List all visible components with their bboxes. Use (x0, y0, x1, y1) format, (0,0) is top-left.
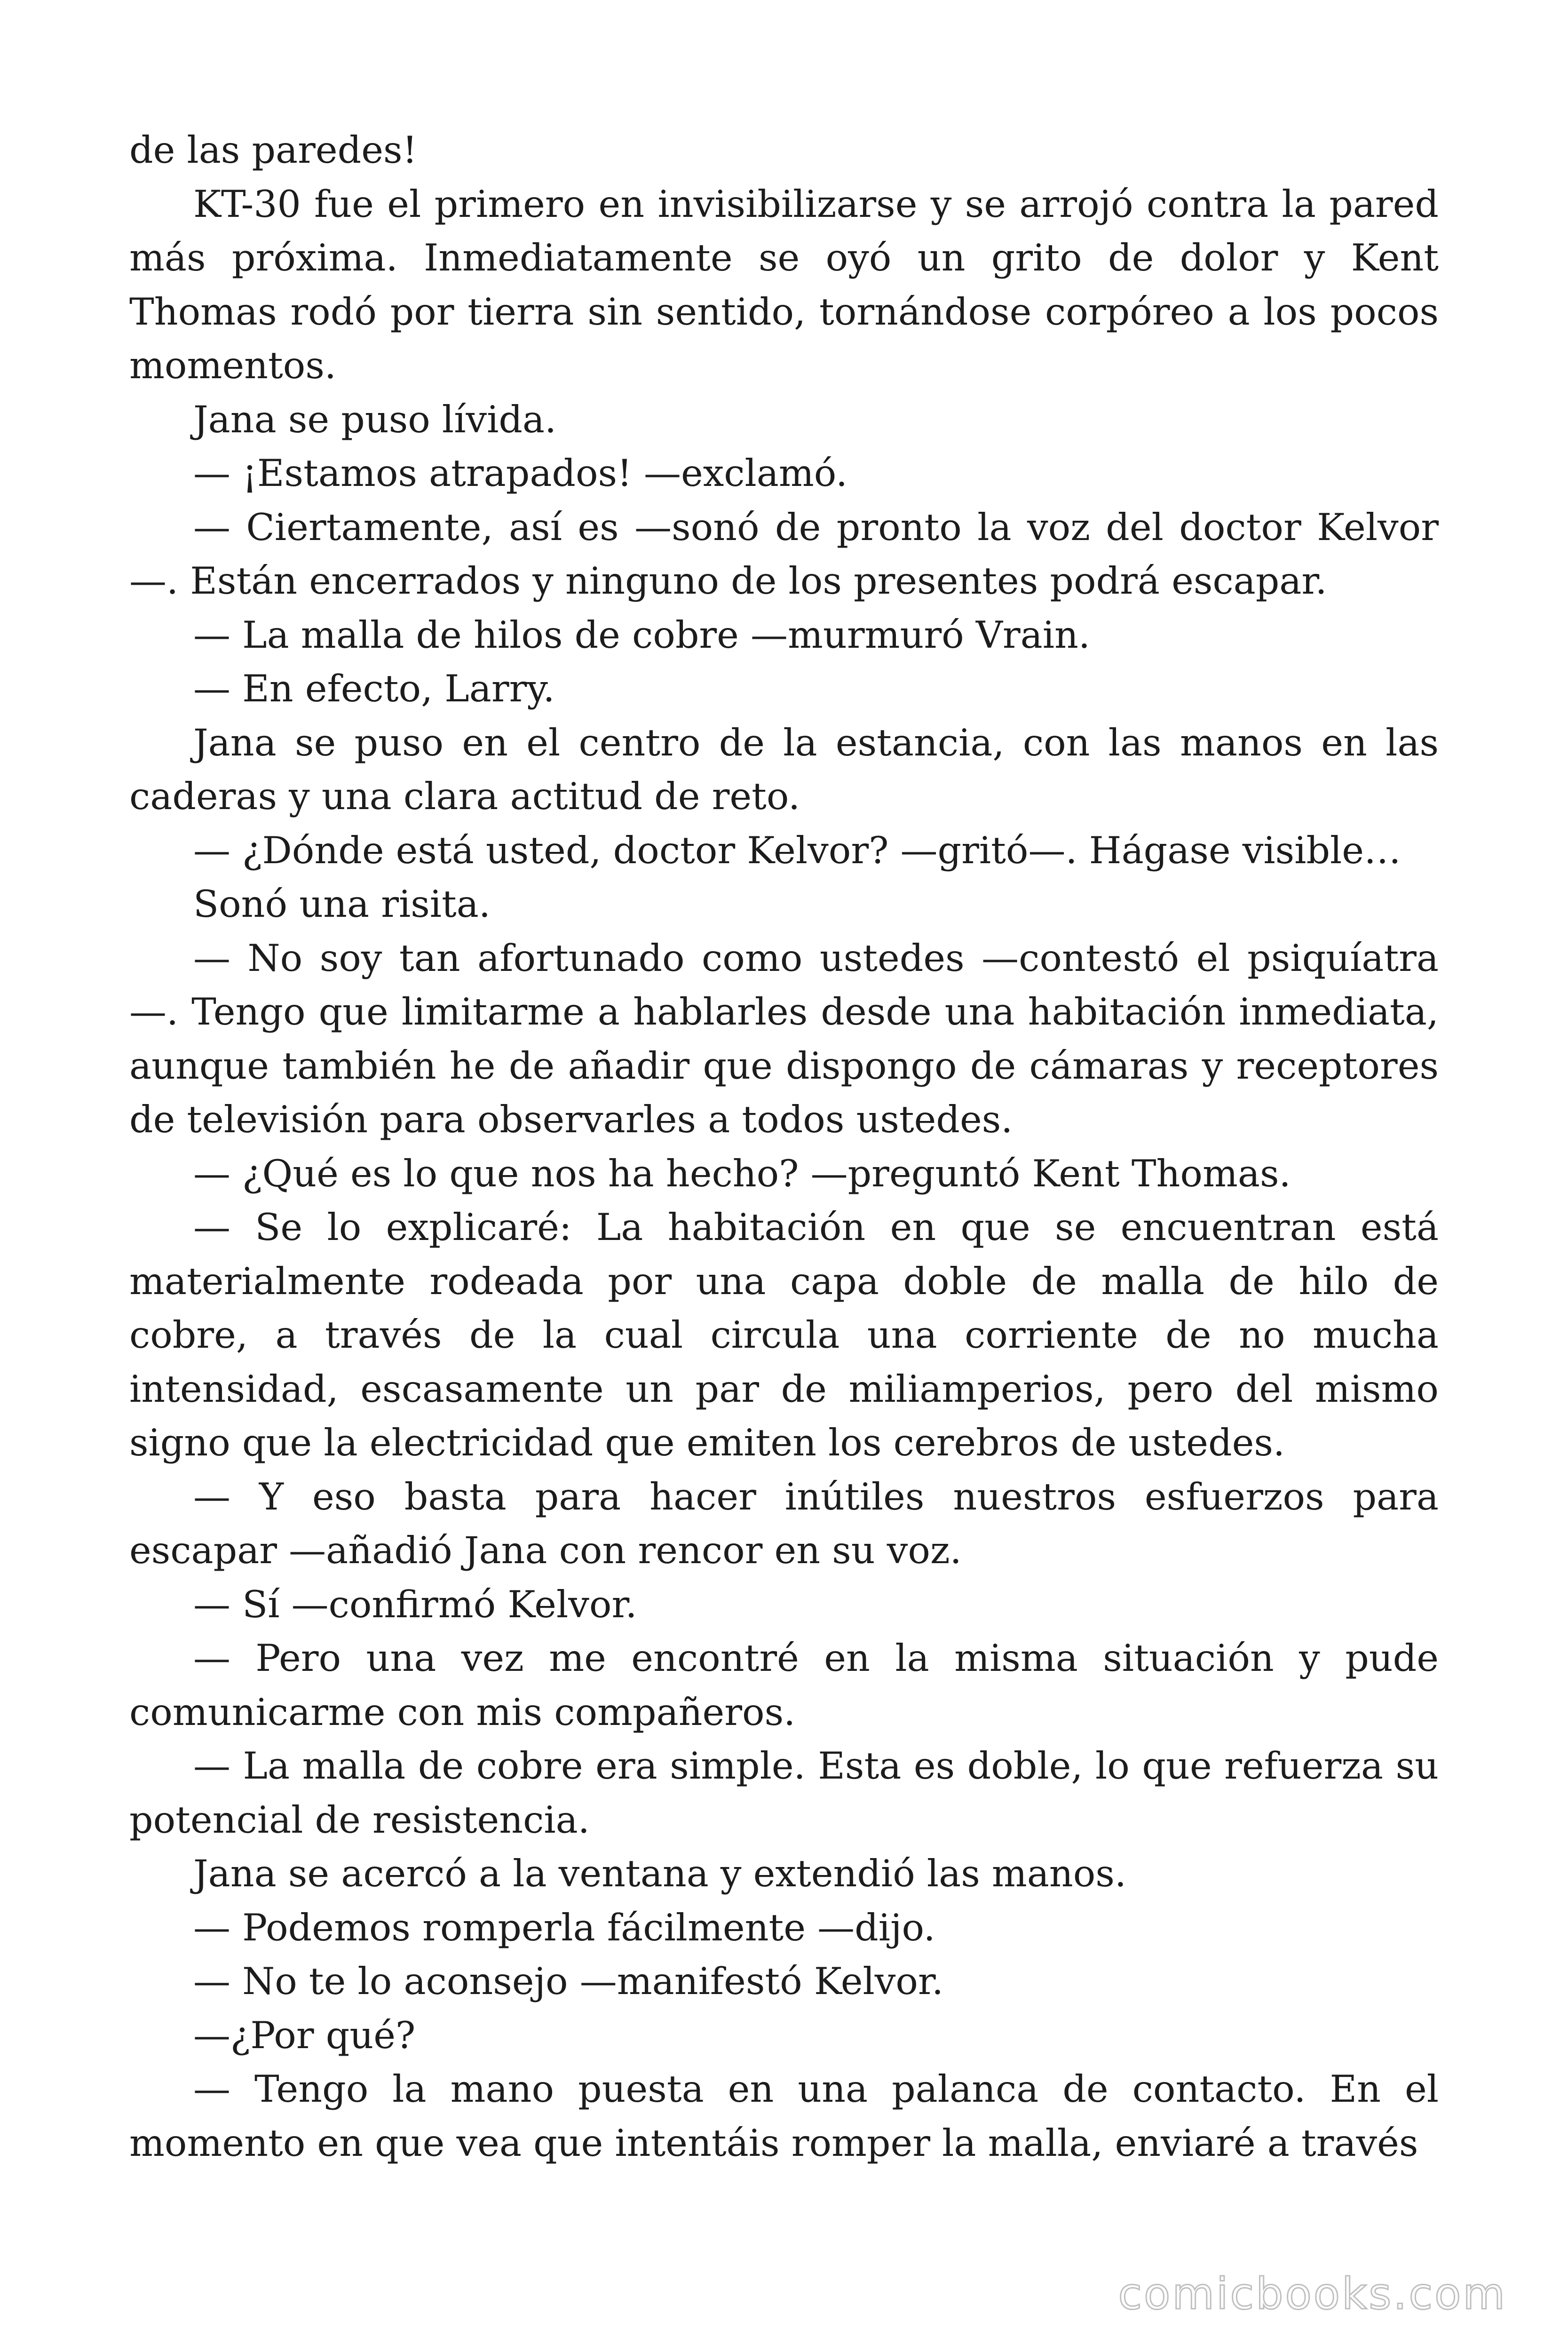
paragraph: — La malla de hilos de cobre —murmuró Vrain. (193, 613, 1090, 657)
paragraph: — Tengo la mano puesta en una palanca de contacto. En el momento en que vea que intentáis romper la malla, enviaré a través (129, 2067, 1439, 2165)
paragraph: — Se lo explicaré: La habitación en que se encuentran está materialmente rodeada por una capa doble de malla de hilo de cobre, a través de la cual circula una corriente de no mucha intensidad, escasamente un par de miliamperios, pero del mismo signo que la electricidad que emiten los cerebros de ustedes. (129, 1206, 1439, 1464)
paragraph: Jana se acercó a la ventana y extendió las manos. (193, 1852, 1126, 1895)
paragraph: — Ciertamente, así es —sonó de pronto la voz del doctor Kelvor —. Están encerrados y ninguno de los presentes podrá escapar. (129, 505, 1439, 603)
paragraph: — Pero una vez me encontré en la misma situación y pude comunicarme con mis compañeros. (129, 1637, 1439, 1734)
paragraph: Jana se puso lívida. (193, 397, 557, 441)
paragraph: — No soy tan afortunado como ustedes —contestó el psiquíatra —. Tengo que limitarme a hablarles desde una habitación inmediata, aunque también he de añadir que dispongo de cámaras y receptores de televisión para observarles a todos ustedes. (129, 936, 1439, 1141)
paragraph: — Sí —confirmó Kelvor. (193, 1582, 637, 1626)
paragraph: — No te lo aconsejo —manifestó Kelvor. (193, 1960, 944, 2003)
paragraph: — ¿Qué es lo que nos ha hecho? —preguntó Kent Thomas. (193, 1152, 1291, 1195)
paragraph: KT-30 fue el primero en invisibilizarse y se arrojó contra la pared más próxima. Inmediatamente se oyó un grito de dolor y Kent Thomas rodó por tierra sin sentido, tornándose corpóreo a los pocos momentos. (129, 182, 1439, 387)
paragraph: — En efecto, Larry. (193, 667, 555, 710)
book-page-text (129, 123, 1439, 2170)
paragraph: Jana se puso en el centro de la estancia, con las manos en las caderas y una clara actitud de reto. (129, 721, 1439, 818)
paragraph: —¿Por qué? (193, 2013, 416, 2057)
paragraph: — La malla de cobre era simple. Esta es doble, lo que refuerza su potencial de resistencia. (129, 1744, 1439, 1842)
paragraph: Sonó una risita. (193, 882, 491, 926)
paragraph: de las paredes! (129, 128, 418, 172)
paragraph: — Y eso basta para hacer inútiles nuestros esfuerzos para escapar —añadió Jana con rencor en su voz. (129, 1475, 1439, 1572)
paragraph: — ¡Estamos atrapados! —exclamó. (193, 452, 848, 495)
watermark: comicbooks.com (1118, 2269, 1507, 2319)
paragraph: — Podemos romperla fácilmente —dijo. (193, 1906, 935, 1949)
paragraph: — ¿Dónde está usted, doctor Kelvor? —gritó—. Hágase visible… (193, 828, 1402, 872)
